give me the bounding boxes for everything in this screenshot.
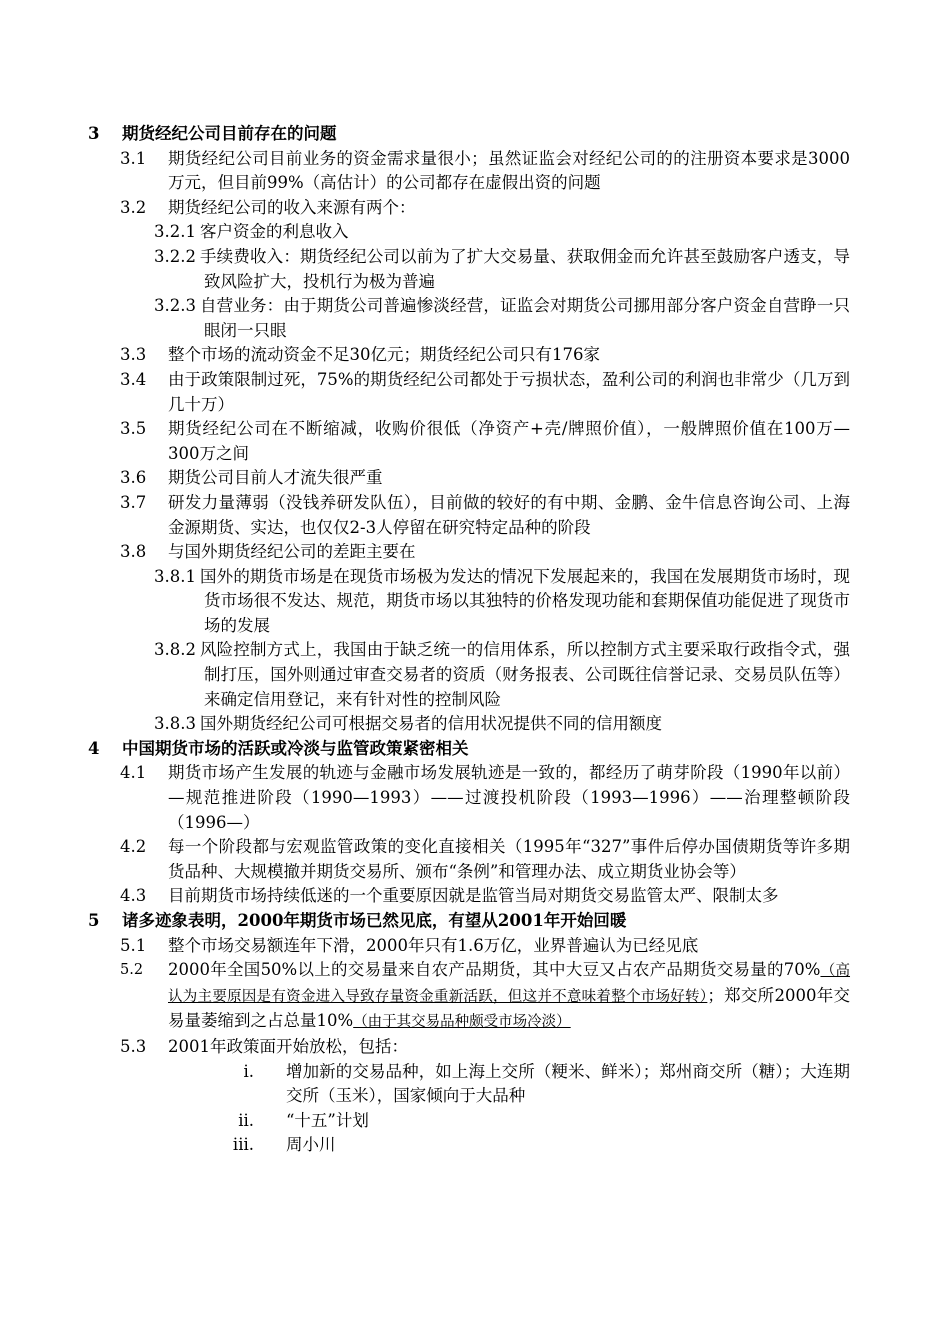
sub-item-text: 自营业务：由于期货公司普遍惨淡经营，证监会对期货公司挪用部分客户资金自营睁一只眼闭一只眼 [200, 296, 850, 340]
annotation-note: （由于其交易品种颇受市场冷淡） [353, 1014, 571, 1031]
item-text: 整个市场的流动资金不足30亿元；期货经纪公司只有176家 [168, 345, 600, 365]
item-number: 5.3 [120, 1036, 147, 1056]
section-heading [88, 737, 850, 762]
document-body [88, 122, 850, 1158]
sub-item-number: 3.2.3 [154, 296, 196, 316]
roman-list-item [88, 1109, 850, 1134]
item-number: 3.2 [120, 197, 147, 217]
list-item [88, 196, 850, 221]
roman-number: iii. [232, 1135, 254, 1155]
annotation-note: （高认为主要原因是有资金进入导致存量资金重新活跃，但这并不意味着整个市场好转） [168, 963, 851, 1005]
item-text: 期货经纪公司目前业务的资金需求量很小；虽然证监会对经纪公司的的注册资本要求是3000万元，但目前99%（高估计）的公司都存在虚假出资的问题 [168, 148, 850, 193]
sub-item-number: 3.8.1 [154, 566, 196, 586]
roman-list-item [88, 1060, 850, 1109]
section-title: 诸多迹象表明，2000年期货市场已然见底，有望从2001年开始回暖 [122, 911, 627, 930]
roman-item-text: 周小川 [286, 1135, 336, 1155]
item-text: 期货公司目前人才流失很严重 [168, 468, 383, 488]
sub-item-text: 客户资金的利息收入 [200, 222, 349, 242]
item-number: 5.2 [120, 962, 144, 979]
sub-list-item [88, 712, 850, 737]
item-number: 5.1 [120, 935, 147, 955]
list-item [88, 1035, 850, 1060]
section-heading [88, 122, 850, 147]
sub-list-item [88, 220, 850, 245]
section-number: 3 [88, 124, 100, 143]
item-number: 3.8 [120, 542, 147, 562]
list-item [88, 491, 850, 540]
item-text-part: 2000年全国50%以上的交易量来自农产品期货，其中大豆又占农产品期货交易量的70% [168, 960, 821, 980]
list-item [88, 835, 850, 884]
section-title: 中国期货市场的活跃或冷淡与监管政策紧密相关 [122, 738, 469, 758]
sub-item-text: 风险控制方式上，我国由于缺乏统一的信用体系，所以控制方式主要采取行政指令式，强制打压，国外则通过审查交易者的资质（财务报表、公司既往信誉记录、交易员队伍等）来确定信用登记，来有针对性的控制风险 [200, 640, 850, 709]
section-number: 5 [88, 911, 100, 930]
item-text: 期货市场产生发展的轨迹与金融市场发展轨迹是一致的，都经历了萌芽阶段（1990年以前）—规范推进阶段（1990—1993）——过渡投机阶段（1993—1996）——治理整顿阶段（1996—） [168, 763, 850, 832]
item-number: 3.6 [120, 468, 147, 488]
list-item [88, 958, 850, 1035]
sub-item-number: 3.8.2 [154, 640, 196, 660]
item-text: 整个市场交易额连年下滑，2000年只有1.6万亿，业界普遍认为已经见底 [168, 935, 699, 955]
item-number: 3.1 [120, 148, 147, 168]
item-text: 研发力量薄弱（没钱养研发队伍），目前做的较好的有中期、金鹏、金牛信息咨询公司、上海金源期货、实达，也仅仅2-3人停留在研究特定品种的阶段 [168, 492, 850, 537]
item-text: 期货经纪公司的收入来源有两个： [168, 197, 416, 217]
sub-item-text: 手续费收入：期货经纪公司以前为了扩大交易量、获取佣金而允许甚至鼓励客户透支，导致风险扩大，投机行为极为普遍 [200, 246, 850, 291]
section-title: 期货经纪公司目前存在的问题 [122, 124, 337, 143]
item-text: 2001年政策面开始放松，包括： [168, 1036, 408, 1056]
item-text: 期货经纪公司在不断缩减，收购价很低（净资产+壳/牌照价值），一般牌照价值在100万—300万之间 [168, 419, 850, 463]
roman-number: ii. [238, 1110, 254, 1130]
sub-item-text: 国外期货经纪公司可根据交易者的信用状况提供不同的信用额度 [200, 714, 662, 734]
section-heading [88, 909, 850, 934]
item-text-part: ；郑交所2000年交易量萎缩到之占总量10% [168, 985, 850, 1031]
roman-item-text: 增加新的交易品种，如上海上交所（粳米、鲜米）；郑州商交所（糖）；大连期交所（玉米），国家倾向于大品种 [286, 1061, 850, 1106]
list-item [88, 934, 850, 959]
item-number: 3.4 [120, 369, 147, 389]
list-item [88, 540, 850, 565]
sub-list-item [88, 294, 850, 343]
roman-list-item [88, 1133, 850, 1158]
item-text [168, 958, 850, 1035]
item-text: 由于政策限制过死，75%的期货经纪公司都处于亏损状态，盈利公司的利润也非常少（几万到几十万） [168, 369, 850, 414]
item-text: 目前期货市场持续低迷的一个重要原因就是监管当局对期货交易监管太严、限制太多 [168, 886, 779, 906]
item-text: 每一个阶段都与宏观监管政策的变化直接相关（1995年“327”事件后停办国债期货等许多期货品种、大规模撤并期货交易所、颁布“条例”和管理办法、成立期货业协会等） [168, 837, 850, 881]
sub-list-item [88, 638, 850, 712]
item-number: 4.1 [120, 763, 147, 783]
roman-item-text: “十五”计划 [286, 1110, 369, 1130]
list-item [88, 343, 850, 368]
item-number: 3.5 [120, 419, 147, 439]
item-number: 4.2 [120, 837, 147, 857]
roman-number: i. [243, 1061, 254, 1081]
sub-item-number: 3.2.1 [154, 222, 196, 242]
list-item [88, 417, 850, 466]
sub-item-number: 3.8.3 [154, 714, 196, 734]
item-number: 3.7 [120, 492, 147, 512]
item-number: 3.3 [120, 345, 147, 365]
list-item [88, 761, 850, 835]
list-item [88, 466, 850, 491]
sub-item-number: 3.2.2 [154, 246, 196, 266]
sub-list-item [88, 565, 850, 639]
sub-list-item [88, 245, 850, 294]
list-item [88, 884, 850, 909]
section-number: 4 [88, 738, 100, 758]
list-item [88, 368, 850, 417]
sub-item-text: 国外的期货市场是在现货市场极为发达的情况下发展起来的，我国在发展期货市场时，现货市场很不发达、规范，期货市场以其独特的价格发现功能和套期保值功能促进了现货市场的发展 [200, 566, 850, 635]
item-number: 4.3 [120, 886, 147, 906]
list-item [88, 147, 850, 196]
item-text: 与国外期货经纪公司的差距主要在 [168, 542, 416, 562]
